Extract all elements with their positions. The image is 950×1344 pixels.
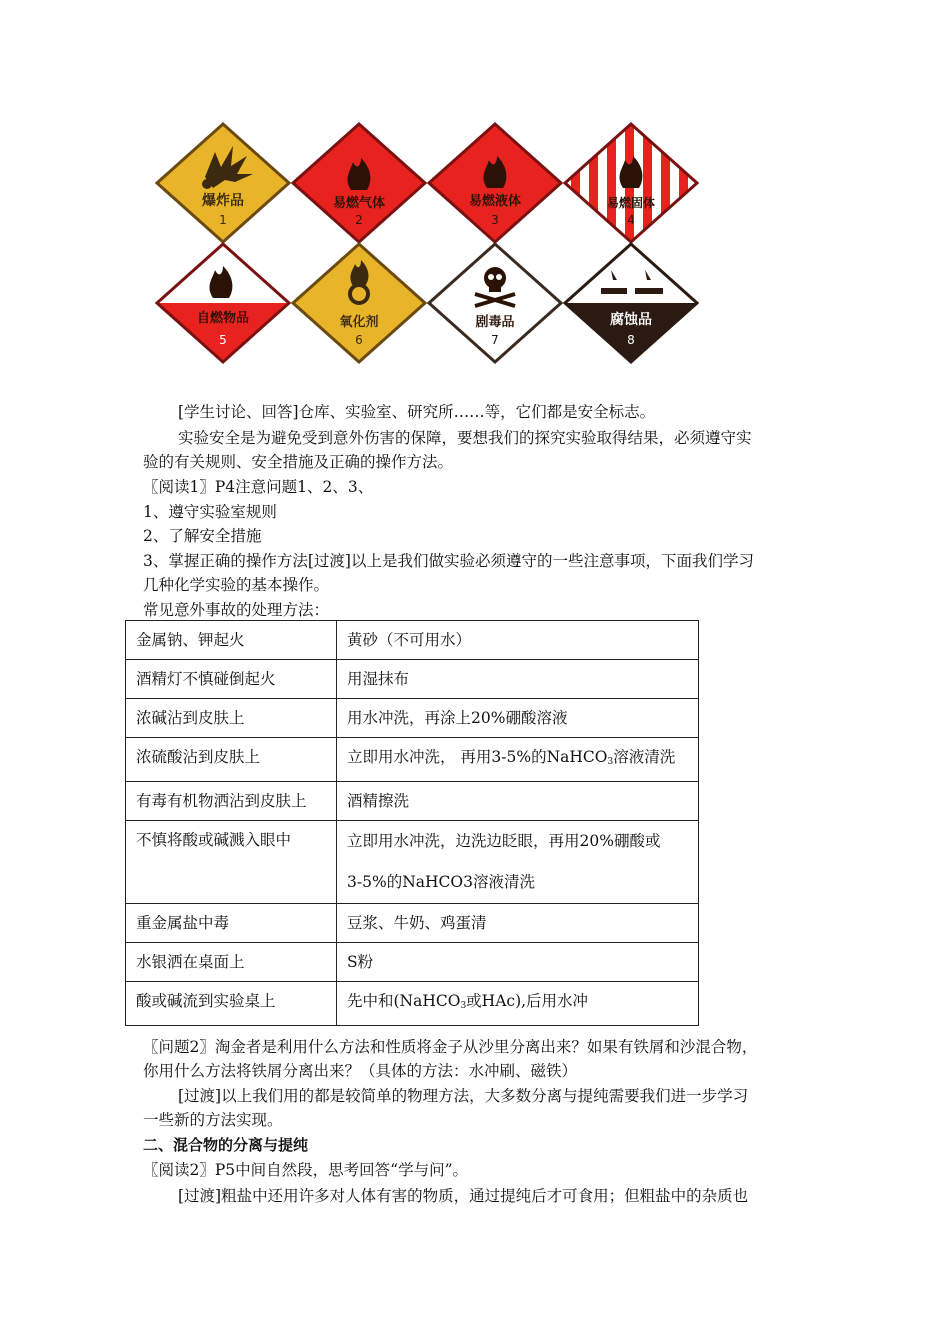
subscript: 3 (460, 1001, 467, 1011)
table-cell-method: 用湿抹布 (337, 660, 699, 699)
sign-label: 易燃气体 (332, 196, 386, 211)
sign-label: 爆炸品 (202, 193, 244, 209)
hazard-signs (155, 122, 700, 362)
hazard-sign-explosive (155, 122, 291, 244)
paragraph-transition2: [过渡]粗盐中还用许多对人体有害的物质，通过提纯后才可食用；但粗盐中的杂质也 (178, 1187, 749, 1205)
cell-text: 或HAc),后用水冲 (466, 992, 589, 1010)
table-cell-situation: 酒精灯不慎碰倒起火 (126, 660, 337, 699)
table-row (126, 699, 699, 738)
table-row (126, 738, 699, 782)
sign-label: 自燃物品 (196, 311, 250, 326)
cell-line: 立即用水冲洗，边洗边眨眼，再用20%硼酸或 (347, 832, 661, 850)
hazard-sign-flammable-gas (291, 122, 427, 244)
table-row (126, 621, 699, 660)
table-cell-situation: 金属钠、钾起火 (126, 621, 337, 660)
sign-label: 氧化剂 (339, 315, 379, 330)
paragraph-transition1-line1: [过渡]以上我们用的都是较简单的物理方法，大多数分离与提纯需要我们进一步学习 (178, 1087, 749, 1105)
section-heading: 二、混合物的分离与提纯 (143, 1136, 309, 1154)
table-cell-method (337, 738, 699, 782)
cell-text: 先中和(NaHCO (347, 992, 461, 1010)
sign-number: 4 (627, 213, 635, 227)
paragraph-reading2: 〖阅读2〗P5中间自然段，思考回答“学与问”。 (143, 1161, 469, 1179)
sign-number: 1 (219, 213, 227, 227)
hazard-sign-oxidizer (291, 242, 427, 364)
list-item-3-line2: 几种化学实验的基本操作。 (143, 576, 330, 594)
table-cell-situation: 浓硫酸沾到皮肤上 (126, 738, 337, 782)
table-cell-situation: 有毒有机物洒沾到皮肤上 (126, 782, 337, 821)
table-cell-method: 酒精擦洗 (337, 782, 699, 821)
hazard-sign-toxic (427, 242, 563, 364)
list-item-1: 1、遵守实验室规则 (143, 503, 277, 521)
paragraph-safety-line1: 实验安全是为避免受到意外伤害的保障，要想我们的探究实验取得结果，必须遵守实 (178, 429, 752, 447)
list-item-3-line1: 3、掌握正确的操作方法[过渡]以上是我们做实验必须遵守的一些注意事项，下面我们学习 (143, 552, 754, 570)
sign-number: 5 (219, 333, 227, 347)
paragraph-reading1: 〖阅读1〗P4注意问题1、2、3、 (143, 478, 374, 496)
list-item-2: 2、了解安全措施 (143, 527, 262, 545)
table-row (126, 904, 699, 943)
table-cell-method: 黄砂（不可用水） (337, 621, 699, 660)
sign-label: 易燃固体 (606, 196, 656, 210)
table-row (126, 982, 699, 1026)
table-row (126, 782, 699, 821)
paragraph-transition1-line2: 一些新的方法实现。 (143, 1111, 283, 1129)
paragraph-student-discussion: [学生讨论、回答]仓库、实验室、研究所……等，它们都是安全标志。 (178, 403, 656, 421)
table-cell-situation: 水银洒在桌面上 (126, 943, 337, 982)
hazard-sign-flammable-liquid (427, 122, 563, 244)
sign-number: 2 (355, 213, 363, 227)
sign-number: 6 (355, 333, 363, 347)
sign-label: 易燃液体 (468, 194, 522, 209)
sign-number: 3 (491, 213, 499, 227)
sign-number: 7 (491, 333, 499, 347)
paragraph-safety-line2: 验的有关规则、安全措施及正确的操作方法。 (143, 453, 454, 471)
table-cell-method: 豆浆、牛奶、鸡蛋清 (337, 904, 699, 943)
sign-label: 腐蚀品 (610, 312, 652, 328)
cell-line: 3-5%的NaHCO3溶液清洗 (347, 873, 535, 891)
table-row (126, 821, 699, 904)
hazard-sign-corrosive (563, 242, 699, 364)
hazard-sign-flammable-solid (563, 122, 699, 244)
paragraph-question2-line1: 〖问题2〗淘金者是利用什么方法和性质将金子从沙里分离出来？如果有铁屑和沙混合物， (143, 1038, 758, 1056)
table-caption: 常见意外事故的处理方法： (143, 601, 330, 619)
accident-handling-table (125, 620, 699, 1026)
sign-label: 剧毒品 (475, 315, 515, 330)
paragraph-question2-line2: 你用什么方法将铁屑分离出来？（具体的方法：水冲刷、磁铁） (143, 1062, 578, 1080)
table-cell-method: 用水冲洗，再涂上20%硼酸溶液 (337, 699, 699, 738)
table-cell-situation: 酸或碱流到实验桌上 (126, 982, 337, 1026)
table-cell-method (337, 821, 699, 904)
table-cell-situation: 浓碱沾到皮肤上 (126, 699, 337, 738)
table-cell-situation: 不慎将酸或碱溅入眼中 (126, 821, 337, 904)
table-cell-method: S粉 (337, 943, 699, 982)
table-row (126, 943, 699, 982)
sign-number: 8 (627, 333, 635, 347)
cell-text: 溶液清洗 (613, 748, 676, 766)
table-cell-situation: 重金属盐中毒 (126, 904, 337, 943)
table-row (126, 660, 699, 699)
table-cell-method (337, 982, 699, 1026)
subscript: 3 (607, 757, 614, 767)
cell-text: 立即用水冲洗， 再用3-5%的NaHCO (347, 748, 608, 766)
hazard-sign-spontaneous-combustion (155, 242, 291, 364)
